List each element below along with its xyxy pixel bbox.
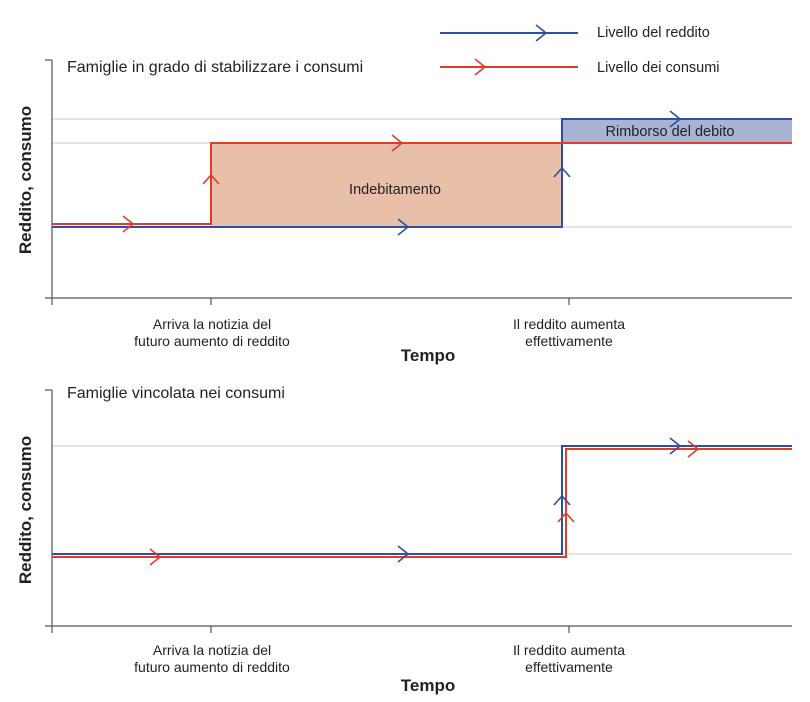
panel-bottom-ylabel: Reddito, consumo bbox=[16, 435, 35, 585]
tick-label-rise: Il reddito aumenta effettivamente bbox=[512, 316, 626, 349]
panel-top-xlabel: Tempo bbox=[400, 346, 456, 365]
legend-consumption-label: Livello dei consumi bbox=[597, 60, 720, 76]
tick-label-news: Arriva la notizia del futuro aumento di reddito bbox=[134, 316, 290, 349]
panel-bottom bbox=[16, 385, 792, 695]
income-line bbox=[52, 446, 792, 554]
panel-bottom-title: Famiglie vincolata nei consumi bbox=[67, 385, 285, 402]
tick-label-rise: Il reddito aumenta effettivamente bbox=[512, 642, 626, 675]
legend-income-label: Livello del reddito bbox=[597, 25, 710, 41]
legend bbox=[440, 25, 720, 76]
panel-top bbox=[16, 59, 792, 365]
borrowing-label: Indebitamento bbox=[349, 182, 441, 198]
panel-bottom-xlabel: Tempo bbox=[400, 676, 456, 695]
consumption-line bbox=[52, 449, 792, 557]
panel-top-title: Famiglie in grado di stabilizzare i consumi bbox=[67, 59, 364, 76]
tick-label-news: Arriva la notizia del futuro aumento di reddito bbox=[134, 642, 290, 675]
panel-top-ylabel: Reddito, consumo bbox=[16, 105, 35, 255]
repayment-label: Rimborso del debito bbox=[605, 124, 735, 140]
